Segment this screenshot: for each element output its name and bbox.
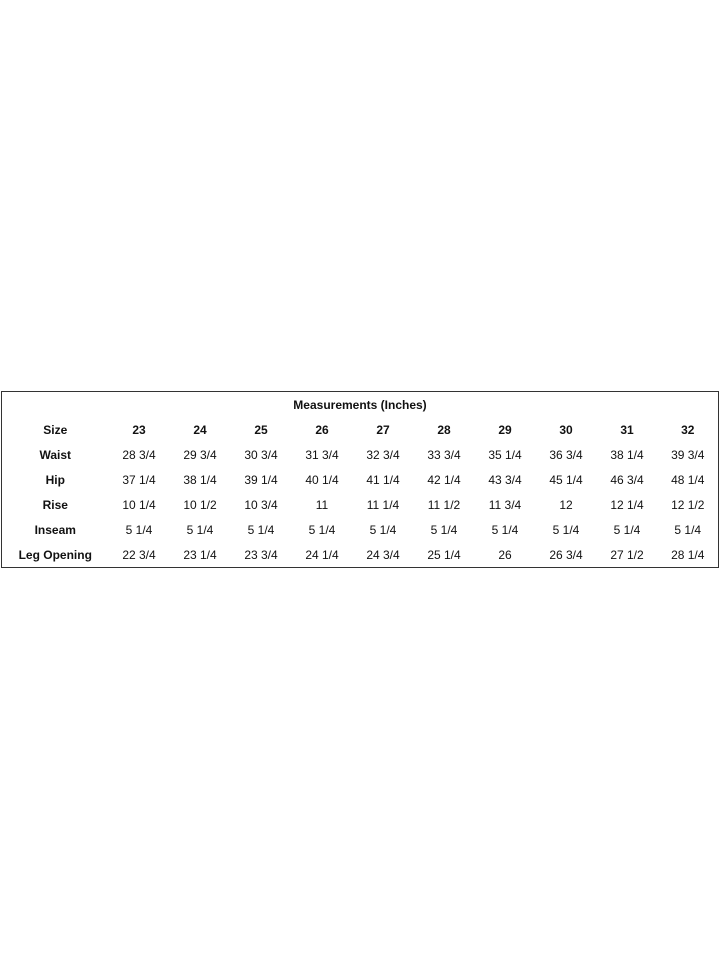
table-row-rise <box>2 492 719 517</box>
table-cell: 29 3/4 <box>183 447 217 462</box>
table-cell: 5 1/4 <box>247 522 275 537</box>
table-cell: 10 1/2 <box>183 497 217 512</box>
row-label: Rise <box>42 497 68 512</box>
table-cell: 26 3/4 <box>549 547 583 562</box>
table-cell: 23 1/4 <box>183 547 217 562</box>
table-cell: 30 3/4 <box>244 447 278 462</box>
table-cell: 43 3/4 <box>488 472 522 487</box>
table-cell: 39 3/4 <box>671 447 705 462</box>
table-cell: 5 1/4 <box>308 522 336 537</box>
table-cell: 5 1/4 <box>186 522 214 537</box>
size-header-label: Size <box>43 422 68 437</box>
table-cell: 12 1/4 <box>610 497 644 512</box>
table-cell: 11 3/4 <box>488 497 522 512</box>
table-cell: 22 3/4 <box>122 547 156 562</box>
table-cell: 5 1/4 <box>125 522 153 537</box>
row-label: Waist <box>39 447 72 462</box>
table-cell: 24 1/4 <box>305 547 339 562</box>
size-header-cell: 30 <box>559 422 573 437</box>
row-label: Leg Opening <box>18 547 92 562</box>
size-header-cell: 27 <box>376 422 390 437</box>
table-cell: 31 3/4 <box>305 447 339 462</box>
size-chart-table <box>1 391 719 568</box>
table-cell: 26 <box>498 547 512 562</box>
size-header-cell: 32 <box>681 422 695 437</box>
table-cell: 38 1/4 <box>610 447 644 462</box>
table-row-inseam <box>2 517 719 542</box>
table-cell: 10 3/4 <box>244 497 278 512</box>
table-row-hip <box>2 467 719 492</box>
table-cell: 5 1/4 <box>369 522 397 537</box>
size-header-cell: 24 <box>193 422 207 437</box>
size-header-cell: 26 <box>315 422 329 437</box>
size-header-cell: 31 <box>620 422 634 437</box>
size-header-cell: 25 <box>254 422 268 437</box>
table-cell: 41 1/4 <box>366 472 400 487</box>
size-header-cell: 28 <box>437 422 451 437</box>
size-header-cell: 29 <box>498 422 512 437</box>
row-label: Hip <box>45 472 65 487</box>
table-cell: 5 1/4 <box>674 522 702 537</box>
table-cell: 5 1/4 <box>430 522 458 537</box>
table-cell: 12 <box>559 497 573 512</box>
table-cell: 45 1/4 <box>549 472 583 487</box>
table-cell: 11 1/2 <box>427 497 461 512</box>
table-cell: 25 1/4 <box>427 547 461 562</box>
table-cell: 35 1/4 <box>488 447 522 462</box>
table-cell: 38 1/4 <box>183 472 217 487</box>
table-cell: 48 1/4 <box>671 472 705 487</box>
table-cell: 40 1/4 <box>305 472 339 487</box>
size-header-cell: 23 <box>132 422 146 437</box>
table-cell: 10 1/4 <box>122 497 156 512</box>
table-cell: 11 1/4 <box>366 497 400 512</box>
table-cell: 33 3/4 <box>427 447 461 462</box>
table-title-row <box>2 392 719 418</box>
table-cell: 23 3/4 <box>244 547 278 562</box>
table-cell: 27 1/2 <box>610 547 644 562</box>
table-cell: 5 1/4 <box>613 522 641 537</box>
table-cell: 5 1/4 <box>491 522 519 537</box>
table-title: Measurements (Inches) <box>293 397 427 412</box>
table-cell: 28 3/4 <box>122 447 156 462</box>
table-cell: 32 3/4 <box>366 447 400 462</box>
table-cell: 5 1/4 <box>552 522 580 537</box>
row-label: Inseam <box>34 522 76 537</box>
table-row-leg-opening <box>2 542 719 568</box>
table-cell: 24 3/4 <box>366 547 400 562</box>
table-cell: 42 1/4 <box>427 472 461 487</box>
size-header-row <box>2 417 719 442</box>
table-row-waist <box>2 442 719 467</box>
table-cell: 46 3/4 <box>610 472 644 487</box>
table-cell: 11 <box>315 497 329 512</box>
table-cell: 28 1/4 <box>671 547 705 562</box>
table-cell: 39 1/4 <box>244 472 278 487</box>
table-cell: 36 3/4 <box>549 447 583 462</box>
table-cell: 12 1/2 <box>671 497 705 512</box>
table-cell: 37 1/4 <box>122 472 156 487</box>
